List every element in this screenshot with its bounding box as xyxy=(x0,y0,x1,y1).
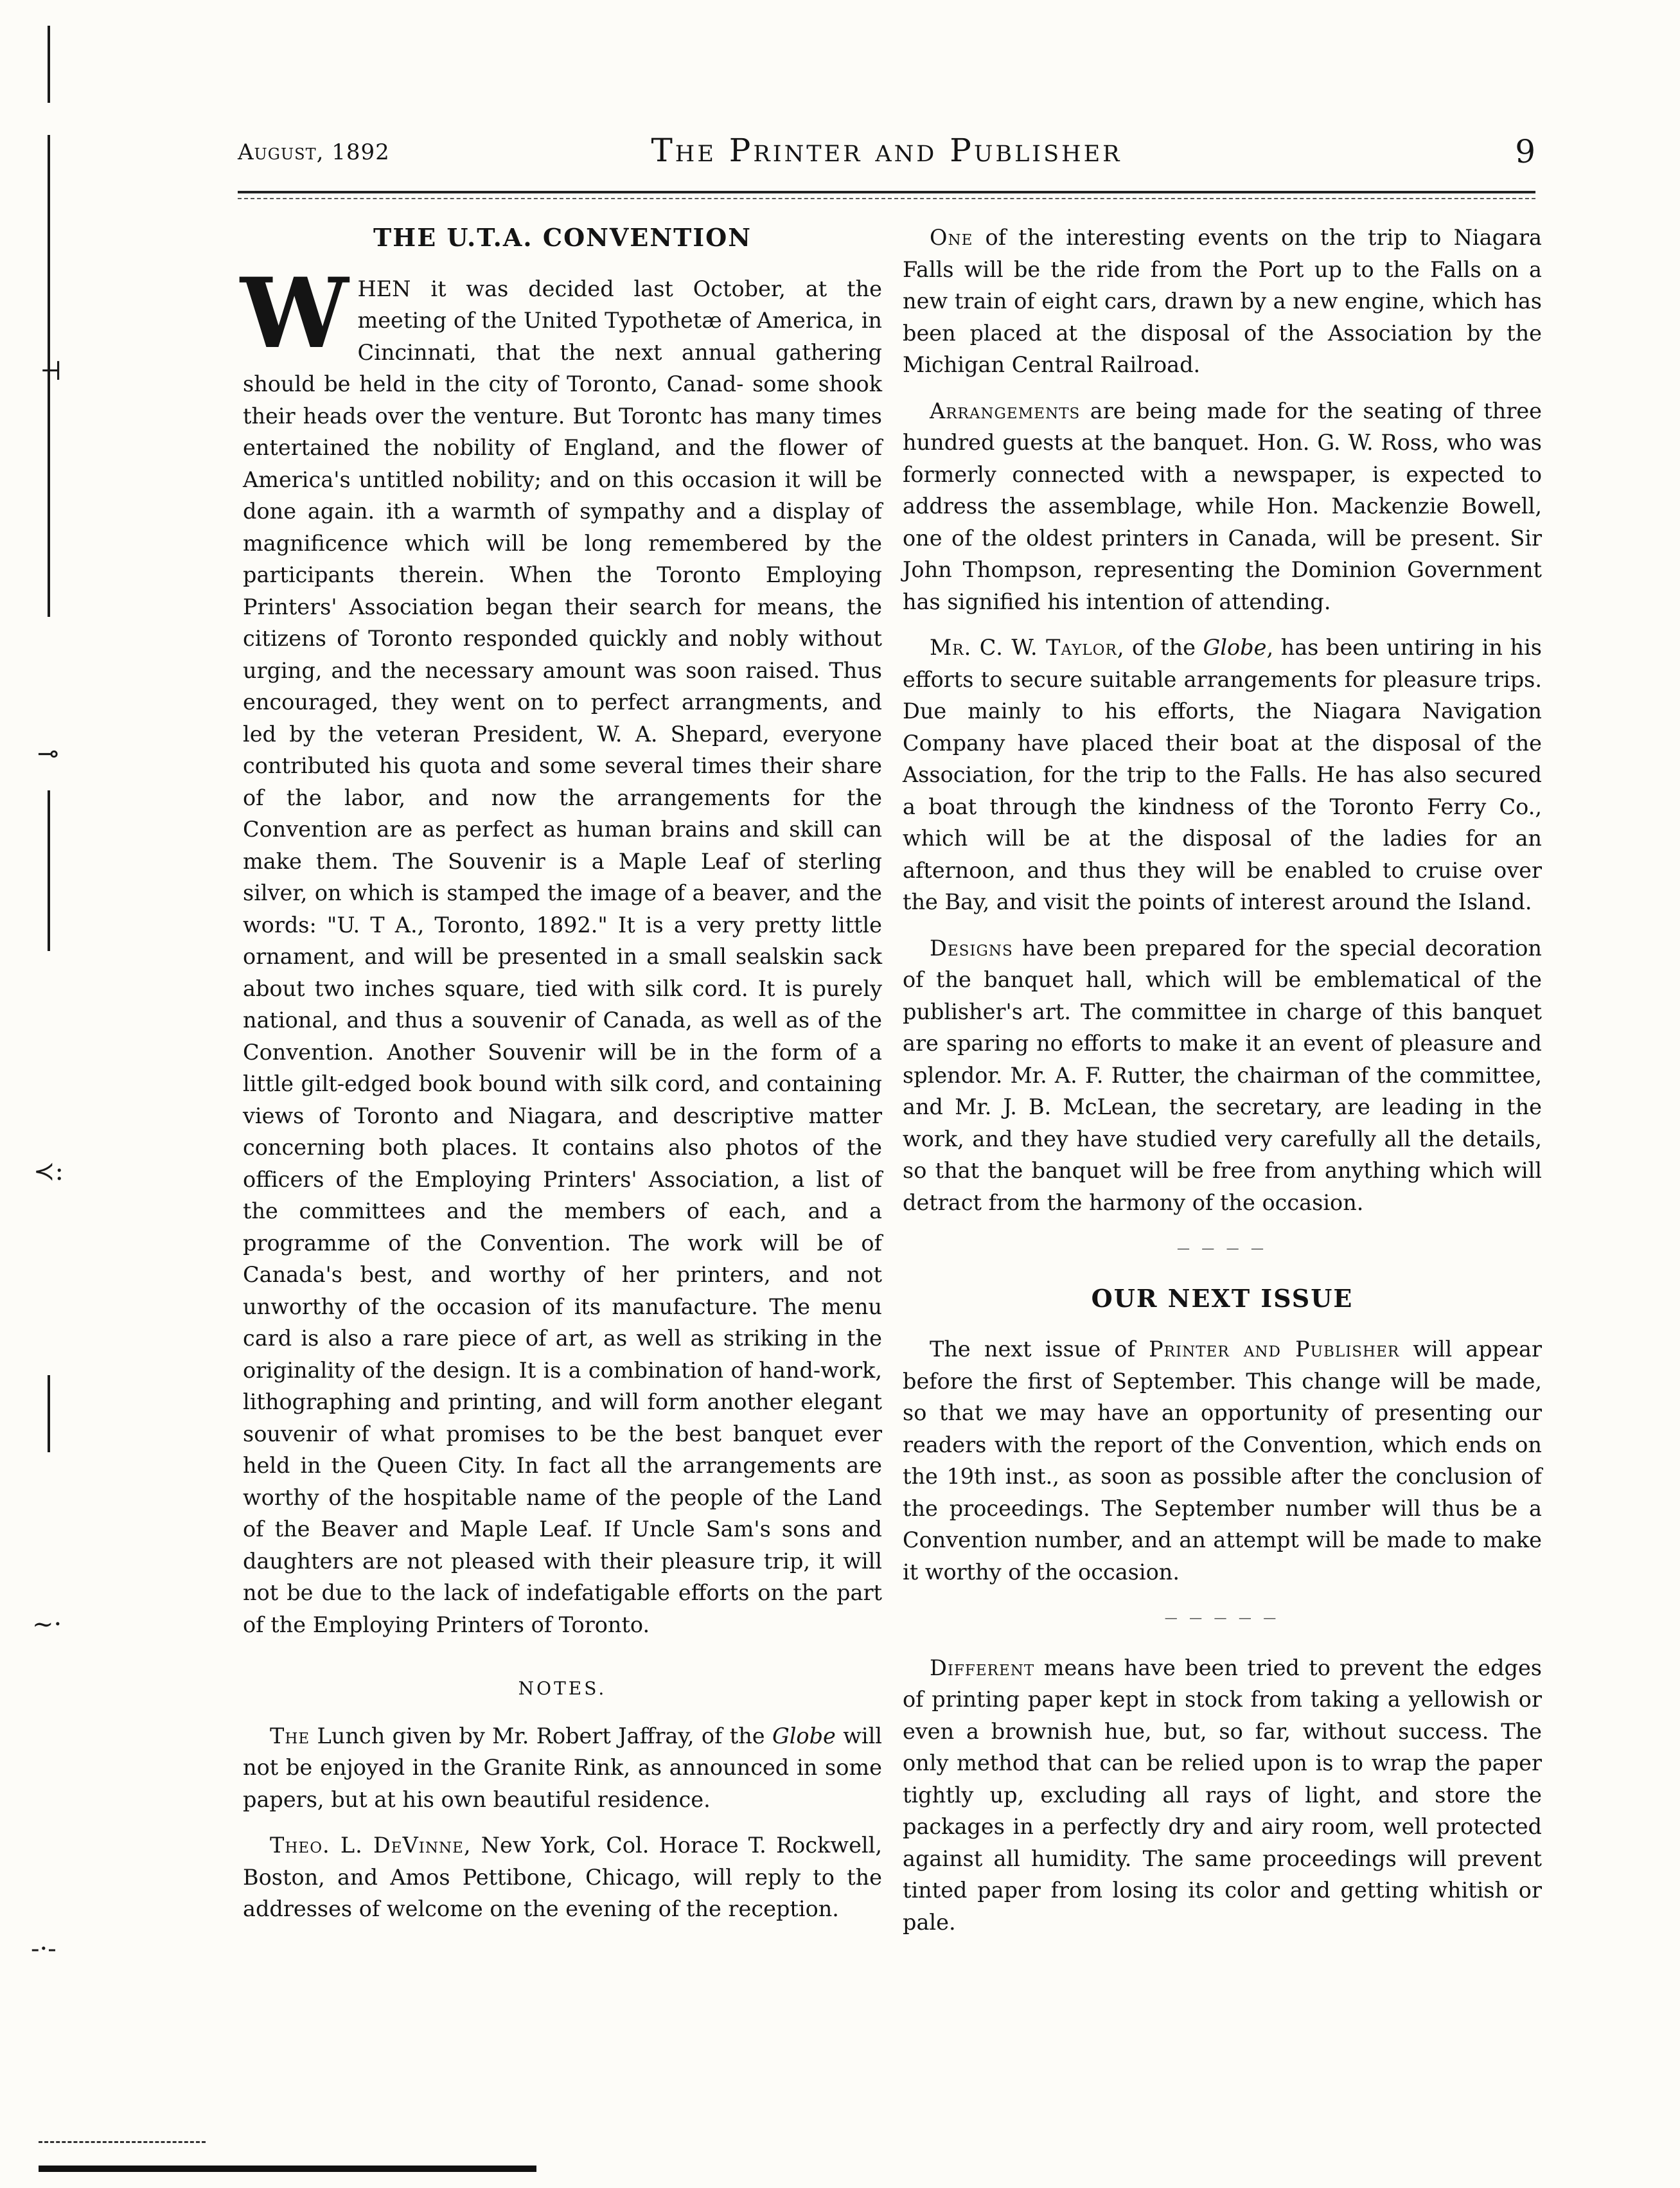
binding-line xyxy=(48,26,50,103)
note-text: of the xyxy=(1124,635,1203,660)
binding-mark: ⊣ xyxy=(40,357,62,386)
note-text: New York, Col. Horace T. Rockwell, Boston, and Amos Pettibone, Chicago, will reply to the addresses of welcome on the evening of the reception. xyxy=(243,1833,882,1921)
binding-line xyxy=(48,1375,50,1452)
next-issue-text: The next issue of xyxy=(930,1337,1149,1362)
article-paragraph xyxy=(240,256,882,1641)
publication-title: The Printer and Publisher xyxy=(651,132,1122,169)
binding-mark: ≺: xyxy=(33,1157,64,1186)
note-paragraph xyxy=(903,395,1542,618)
binding-mark: -·- xyxy=(31,1934,57,1964)
next-issue-text: will appear before the first of September. This change will be made, so that we may have an opportunity of presenting our readers with the report of the Convention, which ends on the 19th inst., as soon as possible after the conclusion of the proceedings. The September number will thus be a Convention number, and an attempt will be made to make it worthy of the occasion. xyxy=(903,1337,1542,1585)
article-text: HEN it was decided last October, at the meeting of the United Typothetæ of America, in Cincinnati, that the next annual gathering should be held in the city of Toronto, Canad- some shook their heads over the venture. But Torontc has many times entertained the nobility of England, and the flower of America's untitled nobility; and on this occasion it will be done again. ith a warmth of sympathy and a display of magnificence which will be long remembered by the participants therein. When the Toronto Employing Printers' Association began their search for means, the citizens of Toronto responded quickly and nobly without urging, and the necessary amount was soon raised. Thus encouraged, they went on to perfect arrangments, and led by the veteran President, W. A. Shepard, everyone contributed his quota and some several times their share of the labor, and now the arrangements for the Convention are as perfect as human brains and skill can make them. The Souvenir is a Maple Leaf of sterling silver, on which is stamped the image of a beaver, and the words: "U. T A., Toronto, 1892." It is a very pretty little ornament, and will be presented in a small sealskin sack about two inches square, tied with silk cord. It is purely national, and thus a souvenir of Canada, as well as of the Convention. Another Souvenir will be in the form of a little gilt-edged book bound with silk cord, and containing views of Toronto and Niagara, and descriptive matter concerning both places. It contains also photos of the officers of the Employing Printers' Association, a list of the committees and the members of each, and a programme of the Convention. The work will be of Canada's best, and worthy of her printers, and not unworthy of the occasion of its manufacture. The menu card is also a rare piece of art, as well as striking in the originality of the design. It is a combination of hand-work, lithographing and printing, and will form another elegant souvenir of what promises to be the best banquet ever held in the Queen City. In fact all the arrangements are worthy of the hospitable name of the people of the Land of the Beaver and Maple Leaf. If Uncle Sam's sons and daughters are not pleased with their pleasure trip, it will not be due to the lack of indefatigable efforts on the part of the Employing Printers of Toronto. xyxy=(243,276,882,1637)
note-paragraph xyxy=(243,1829,882,1925)
note-text: are being made for the seating of three hundred guests at the banquet. Hon. G. W. Ross, who was formerly connected with a newspaper, is expected to address the assemblage, while Hon. Mackenzie Bowell, one of the oldest printers in Canada, will be present. Sir John Thompson, representing the Dominion Government has signified his intention of attending. xyxy=(903,398,1542,614)
separator: — — — — xyxy=(1176,1240,1268,1256)
note-lead: Designs xyxy=(930,935,1013,961)
note-text: have been prepared for the special decoration of the banquet hall, which will be emblematical of the publisher's art. The committee in charge of this banquet are sparing no efforts to make it an event of pleasure and splendor. Mr. A. F. Rutter, the chairman of the committee, and Mr. J. B. McLean, the secretary, are leading in the work, and they have studied very carefully all the details, so that the banquet will be free from anything which will detract from the harmony of the occasion. xyxy=(903,935,1542,1215)
note-paragraph xyxy=(243,1720,882,1816)
left-column xyxy=(240,222,883,1939)
issue-date: August, 1892 xyxy=(238,139,390,165)
header-rule xyxy=(238,198,1535,199)
paper-paragraph xyxy=(903,1652,1542,1939)
paper-lead: Different xyxy=(930,1655,1035,1680)
note-text: Lunch given by Mr. Robert Jaffray, of the xyxy=(310,1723,772,1748)
publication-name: Printer and Publisher xyxy=(1149,1337,1400,1362)
running-header xyxy=(238,132,1535,183)
note-lead: Mr. C. W. Taylor, xyxy=(930,635,1125,660)
header-rule xyxy=(238,191,1535,193)
binding-mark: ~· xyxy=(32,1610,62,1639)
note-paragraph xyxy=(903,632,1542,918)
binding-line xyxy=(48,790,50,951)
paper-text: means have been tried to prevent the edges of printing paper kept in stock from taking a yellowish or even a brownish hue, but, so far, without success. The only method that can be relied upon is to wrap the paper tightly up, excluding all rays of light, and store the packages in a perfectly dry and airy room, well protected against all humidity. The same proceedings will prevent tinted paper from losing its color and getting whitish or pale. xyxy=(903,1655,1542,1935)
page-number: 9 xyxy=(1515,133,1535,170)
article-title: THE U.T.A. CONVENTION xyxy=(373,223,752,252)
note-italic: Globe xyxy=(1203,635,1267,660)
note-text: will not be enjoyed in the Granite Rink, as announced in some papers, but at his own beautiful residence. xyxy=(243,1723,883,1812)
next-issue-title: OUR NEXT ISSUE xyxy=(1091,1283,1354,1313)
binding-mark: ⊸ xyxy=(37,739,59,769)
note-paragraph xyxy=(903,222,1542,381)
separator: — — — — — xyxy=(1164,1610,1280,1625)
note-text: of the interesting events on the trip to Niagara Falls will be the ride from the Port up to the Falls on a new train of eight cars, drawn by a new engine, which has been placed at the disposal of the Association by the Michigan Central Railroad. xyxy=(903,225,1542,377)
note-lead: Arrangements xyxy=(930,398,1081,423)
note-lead: The xyxy=(270,1723,310,1748)
note-italic: Globe xyxy=(772,1723,836,1748)
note-lead: One xyxy=(930,225,973,250)
footer-rule xyxy=(39,2166,536,2172)
note-text: , has been untiring in his efforts to secure suitable arrangements for pleasure trips. Due mainly to his efforts, the Niagara Navigation Company have placed their boat at the disposal of the Association, for the trip to the Falls. He has also secured a boat through the kindness of the Toronto Ferry Co., which will be at the disposal of the ladies for an afternoon, and thus they will be enabled to cruise over the Bay, and visit the points of interest around the Island. xyxy=(903,635,1542,914)
note-paragraph xyxy=(903,932,1542,1219)
notes-title: NOTES. xyxy=(518,1678,607,1699)
right-column xyxy=(903,222,1542,1952)
note-lead: Theo. L. DeVinne, xyxy=(270,1833,472,1858)
footer-dash xyxy=(39,2141,206,2143)
drop-cap: W xyxy=(240,256,349,370)
next-issue-paragraph xyxy=(903,1333,1542,1588)
